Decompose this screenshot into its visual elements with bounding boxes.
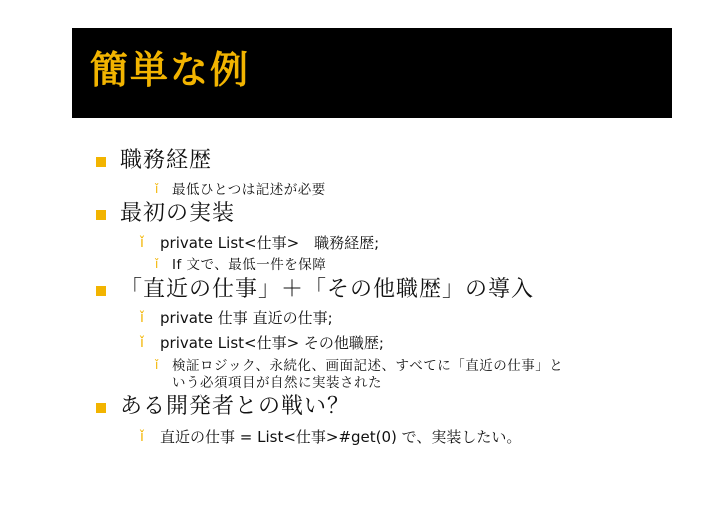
sub-bullet-mark: ǐ <box>140 310 144 326</box>
bullet-level1-item: 最初の実装 <box>120 201 236 226</box>
sub-bullet-mark: ǐ <box>140 335 144 351</box>
bullet-square-icon <box>96 157 106 167</box>
sub-bullet-mark: ǐ <box>140 429 144 445</box>
bullet-level3-item: 最低ひとつは記述が必要 <box>172 182 326 198</box>
bullet-level1-item: 職務経歴 <box>120 148 213 173</box>
bullet-level3-item: If 文で、最低一件を保障 <box>172 257 327 273</box>
bullet-square-icon <box>96 210 106 220</box>
bullet-level1-item: ある開発者との戦い？ <box>120 394 351 419</box>
bullet-level1-item: 「直近の仕事」＋「その他職歴」の導入 <box>120 277 535 302</box>
slide-title: 簡単な例 <box>90 48 251 92</box>
bullet-level3-item-continued: いう必須項目が自然に実装された <box>172 375 382 391</box>
bullet-square-icon <box>96 286 106 296</box>
bullet-level2-item: private List<仕事> その他職歴; <box>160 334 384 352</box>
sub-bullet-mark: ǐ <box>155 358 159 372</box>
bullet-level2-item: private 仕事 直近の仕事; <box>160 309 333 327</box>
sub-bullet-mark: ǐ <box>155 182 159 196</box>
sub-bullet-mark: ǐ <box>155 257 159 271</box>
bullet-level2-item: 直近の仕事 = List<仕事>#get(0) で、実装したい。 <box>160 428 522 446</box>
bullet-square-icon <box>96 403 106 413</box>
bullet-level2-item: private List<仕事> 職務経歴; <box>160 234 380 252</box>
sub-bullet-mark: ǐ <box>140 235 144 251</box>
bullet-level3-item: 検証ロジック、永続化、画面記述、すべてに「直近の仕事」と <box>172 358 564 374</box>
